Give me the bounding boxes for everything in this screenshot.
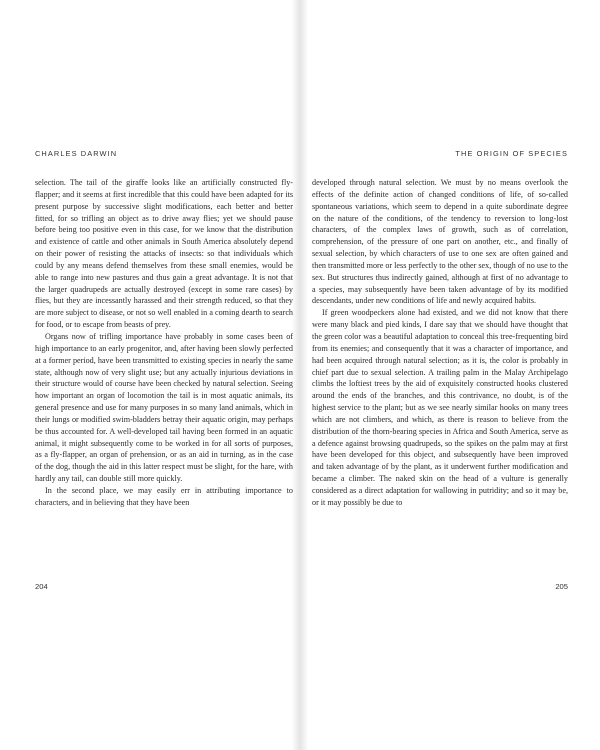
right-page xyxy=(300,0,600,750)
paragraph: In the second place, we may easily err in attributing importance to characters, and in believing that they have been xyxy=(35,485,293,507)
paragraph: If green woodpeckers alone had existed, and we did not know that there were many black and pied kinds, I dare say that we should have thought that the green color was a beautiful adaptation to conceal this tree-frequenting bird from its enemies; and consequently that it was a character of importance, and had been acquired through natural selection; as it is, the color is probably in chief part due to sexual selection. A trailing palm in the Malay Archipelago climbs the loftiest trees by the aid of exquisitely constructed hooks clustered around the ends of the branches, and this contrivance, no doubt, is of the highest service to the plant; but as we see nearly similar hooks on many trees which are not climbers, and which, as there is reason to believe from the distribution of the thorn-bearing species in Africa and South America, serve as a defence against browsing quadrupeds, so the spikes on the palm may at first have been developed for this object, and subsequently have been improved and taken advantage of by the plant, as it underwent further modification and became a climber. The naked skin on the head of a vulture is generally considered as a direct adaptation for wallowing in putridity; and so it may be, or it may possibly be due to xyxy=(312,308,568,507)
right-page-body xyxy=(312,177,568,509)
running-head-author: CHARLES DARWIN xyxy=(35,149,118,158)
paragraph: Organs now of trifling importance have probably in some cases been of high importance to an early progenitor, and, after having been slowly perfected at a former period, have been transmitted to existing species in nearly the same state, although now of very slight use; but any actually injurious deviations in their structure would of course have been checked by natural selection. Seeing how important an organ of locomotion the tail is in most aquatic animals, its general presence and use for many purposes in so many land animals, which in their lungs or modified swim-bladders betray their aquatic origin, may perhaps be thus accounted for. A well-developed tail having been formed in an aquatic animal, it might subsequently come to be worked in for all sorts of purposes, as a fly-flapper, an organ of prehension, or as an aid in turning, as in the case of the dog, though the aid in this latter respect must be slight, for the hare, with hardly any tail, can double still more quickly. xyxy=(35,331,293,484)
page-number: 205 xyxy=(555,582,568,591)
left-page-body xyxy=(35,177,293,509)
page-number: 204 xyxy=(35,582,48,591)
running-head-title: THE ORIGIN OF SPECIES xyxy=(455,149,568,158)
paragraph: selection. The tail of the giraffe looks like an artificially constructed fly-flapper; and it seems at first incredible that this could have been adapted for its present purpose by successive slight modifications, each better and better fitted, for so trifling an object as to drive away flies; yet we should pause before being too positive even in this case, for we know that the distribution and existence of cattle and other animals in South America absolutely depend on their power of resisting the attacks of insects: so that individuals which could by any means defend themselves from these small enemies, would be able to range into new pastures and thus gain a great advantage. It is not that the larger quadrupeds are actually destroyed (except in some rare cases) by flies, but they are incessantly harassed and their strength reduced, so that they are more subject to disease, or not so well enabled in a coming dearth to search for food, or to escape from beasts of prey. xyxy=(35,178,293,330)
paragraph: developed through natural selection. We must by no means overlook the effects of the definite action of changed conditions of life, of so-called spontaneous variations, which seem to depend in a quite subordinate degree on the nature of the conditions, of the tendency to reversion to long-lost characters, of the complex laws of growth, such as of correlation, comprehension, of the pressure of one part on another, etc., and finally of sexual selection, by which characters of use to one sex are often gained and then transmitted more or less perfectly to the other sex, though of no use to the sex. But structures thus indirectly gained, although at first of no advantage to a species, may subsequently have been taken advantage of by its modified descendants, under new conditions of life and newly acquired habits. xyxy=(312,178,568,306)
